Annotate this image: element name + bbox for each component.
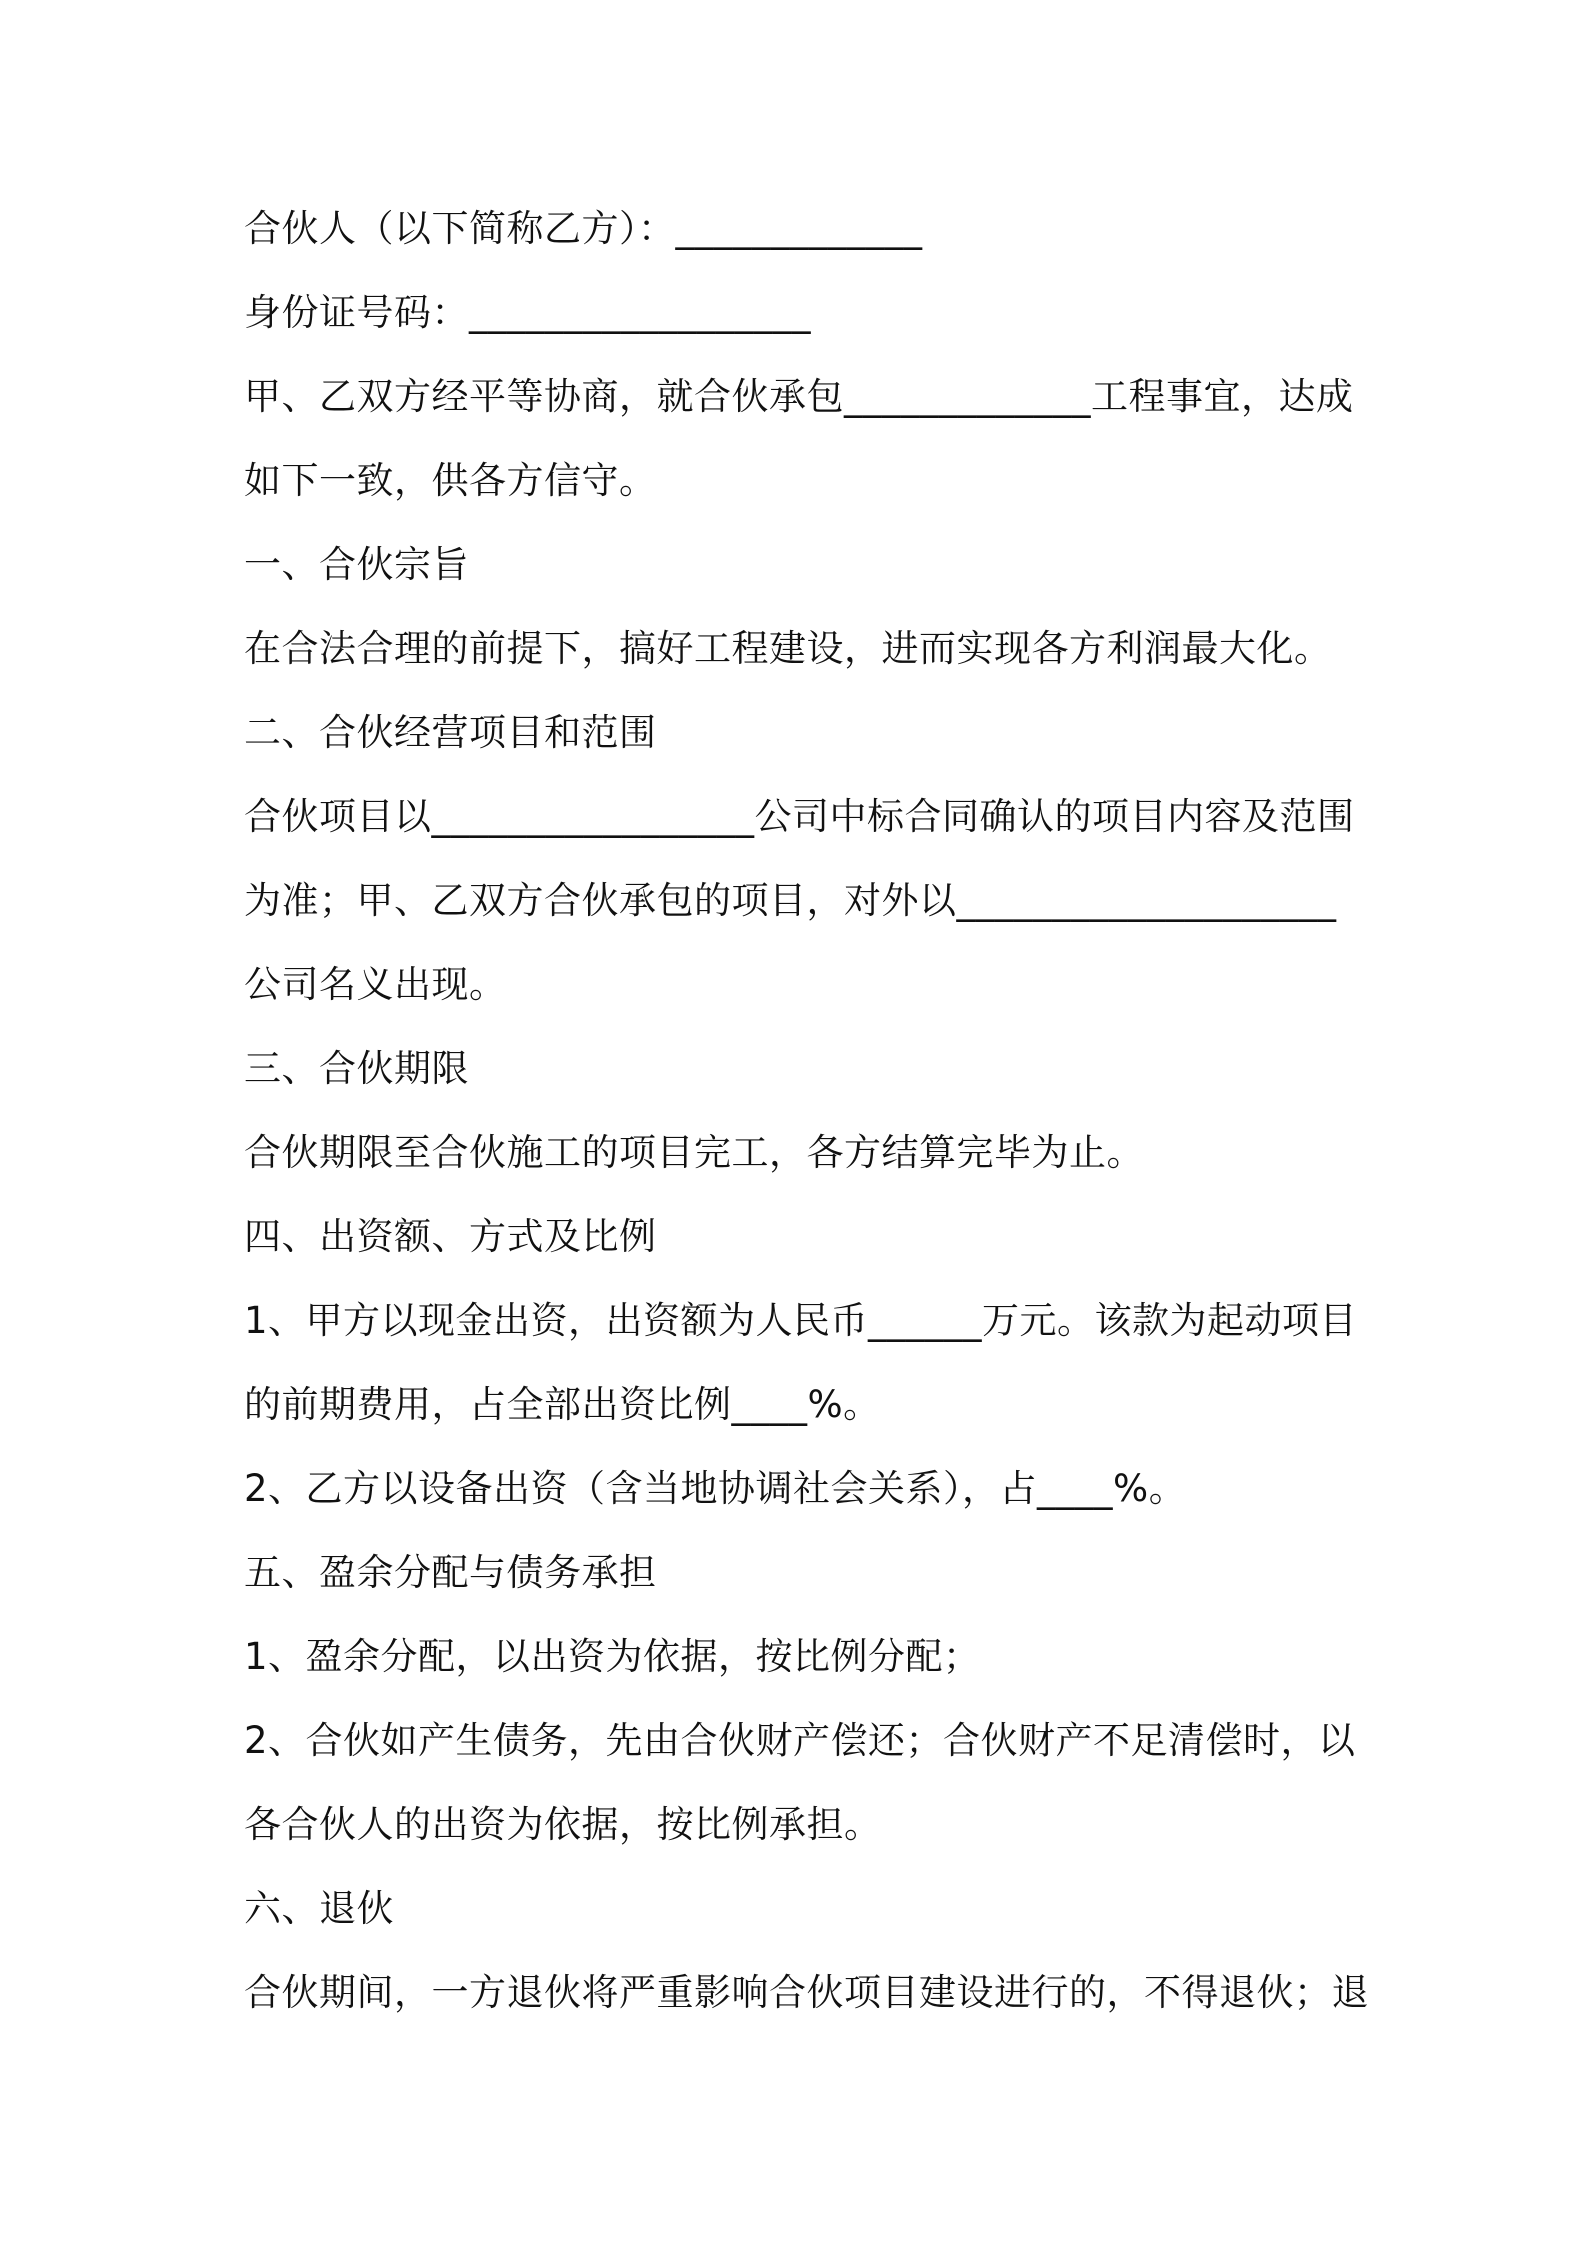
section-heading-profit: 五、盈余分配与债务承担 (244, 1551, 657, 1594)
purpose-paragraph: 在合法合理的前提下，搞好工程建设，进而实现各方利润最大化。 (244, 627, 1332, 670)
section-heading-scope: 二、合伙经营项目和范围 (244, 711, 657, 754)
section-heading-term: 三、合伙期限 (244, 1047, 469, 1090)
capital-item-2: 2、乙方以设备出资（含当地协调社会关系），占____%。 (244, 1467, 1187, 1510)
intro-paragraph-line-1: 甲、乙双方经平等协商，就合伙承包_____________工程事宜，达成 (244, 375, 1354, 418)
scope-paragraph-line-2: 为准；甲、乙双方合伙承包的项目，对外以____________________ (244, 879, 1337, 922)
capital-item-1-line-1: 1、甲方以现金出资，出资额为人民币______万元。该款为起动项目 (244, 1299, 1358, 1342)
capital-item-1-line-2: 的前期费用，占全部出资比例____%。 (244, 1383, 881, 1426)
profit-item-2-line-1: 2、合伙如产生债务，先由合伙财产偿还；合伙财产不足清偿时，以 (244, 1719, 1356, 1762)
id-number-line: 身份证号码：__________________ (244, 291, 811, 334)
scope-paragraph-line-3: 公司名义出现。 (244, 963, 507, 1006)
section-heading-purpose: 一、合伙宗旨 (244, 543, 469, 586)
profit-item-2-line-2: 各合伙人的出资为依据，按比例承担。 (244, 1803, 882, 1846)
section-heading-capital: 四、出资额、方式及比例 (244, 1215, 657, 1258)
term-paragraph: 合伙期限至合伙施工的项目完工，各方结算完毕为止。 (244, 1131, 1144, 1174)
withdrawal-paragraph: 合伙期间，一方退伙将严重影响合伙项目建设进行的，不得退伙；退 (244, 1971, 1369, 2014)
profit-item-1: 1、盈余分配，以出资为依据，按比例分配； (244, 1635, 981, 1678)
section-heading-withdrawal: 六、退伙 (244, 1887, 394, 1930)
partner-b-line: 合伙人（以下简称乙方）：_____________ (244, 207, 923, 250)
intro-paragraph-line-2: 如下一致，供各方信守。 (244, 459, 657, 502)
scope-paragraph-line-1: 合伙项目以_________________公司中标合同确认的项目内容及范围 (244, 795, 1355, 838)
